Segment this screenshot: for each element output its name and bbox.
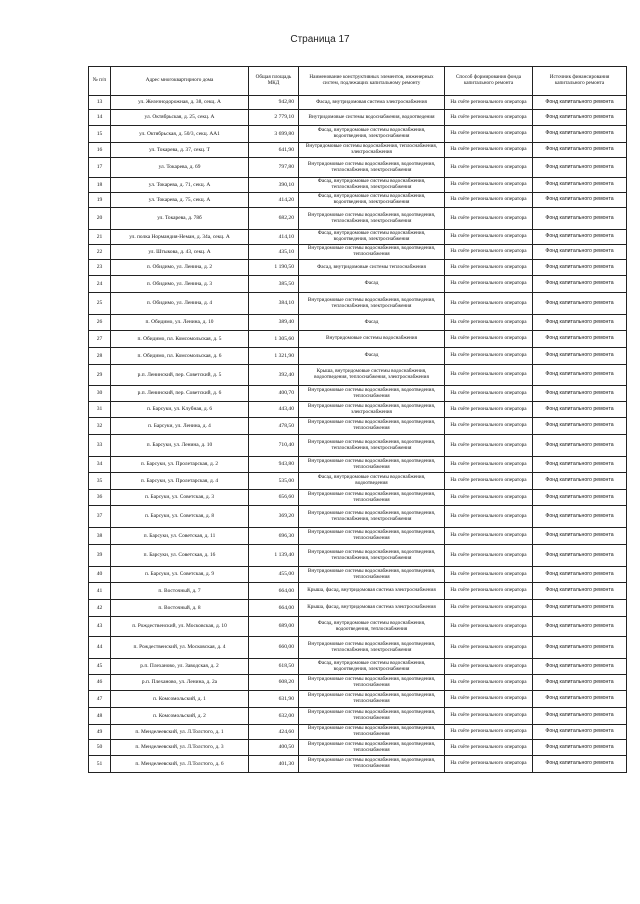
- cell-elements: Фасад: [299, 315, 445, 331]
- cell-elements: Фасад, внутридомовые системы водоснабжения, водоотведения, электроснабжения: [299, 230, 445, 245]
- cell-num: 32: [89, 418, 111, 435]
- cell-num: 20: [89, 208, 111, 230]
- cell-source: Фонд капитального ремонта: [533, 725, 627, 740]
- cell-address: ул. Токарева, д. 37, секц. Т: [111, 143, 249, 158]
- cell-address: ул. Токарева, д. 71, секц. А: [111, 178, 249, 193]
- cell-source: Фонд капитального ремонта: [533, 637, 627, 659]
- cell-source: Фонд капитального ремонта: [533, 545, 627, 567]
- cell-address: п. Восточный, д. 8: [111, 600, 249, 617]
- cell-num: 27: [89, 331, 111, 348]
- cell-area: 435,10: [249, 245, 299, 260]
- cell-method: На счёте регионального оператора: [445, 331, 533, 348]
- cell-source: Фонд капитального ремонта: [533, 659, 627, 675]
- cell-elements: Внутридомовые системы водоснабжения, водоотведения, теплоснабжения: [299, 725, 445, 740]
- cell-elements: Крыша, внутридомовые системы водоснабжения, водоотведения, теплоснабжения, электроснабжения: [299, 365, 445, 386]
- cell-area: 390,10: [249, 178, 299, 193]
- cell-address: п. Барсуки, ул. Советская, д. 11: [111, 528, 249, 545]
- cell-num: 33: [89, 435, 111, 457]
- table-row: [89, 208, 627, 230]
- table-row: [89, 506, 627, 528]
- cell-source: Фонд капитального ремонта: [533, 331, 627, 348]
- cell-source: Фонд капитального ремонта: [533, 756, 627, 773]
- cell-elements: Внутридомовые системы водоснабжения, водоотведения, теплоснабжения: [299, 691, 445, 708]
- cell-num: 44: [89, 637, 111, 659]
- cell-elements: Внутридомовые системы водоснабжения, водоотведения, теплоснабжения, электроснабжения: [299, 637, 445, 659]
- cell-elements: Фасад, внутридомовые системы водоснабжения, водоотведения: [299, 473, 445, 490]
- cell-area: 608,20: [249, 675, 299, 691]
- cell-area: 641,90: [249, 143, 299, 158]
- cell-address: п. Восточный, д. 7: [111, 583, 249, 600]
- cell-source: Фонд капитального ремонта: [533, 348, 627, 365]
- cell-area: 1 190,50: [249, 260, 299, 276]
- cell-method: На счёте регионального оператора: [445, 457, 533, 473]
- cell-num: 45: [89, 659, 111, 675]
- cell-method: На счёте регионального оператора: [445, 600, 533, 617]
- cell-elements: Внутридомовые системы водоснабжения, водоотведения, теплоснабжения: [299, 567, 445, 583]
- cell-elements: Фасад, внутридомовые системы водоснабжения, водоотведения, теплоснабжения: [299, 617, 445, 637]
- cell-method: На счёте регионального оператора: [445, 96, 533, 110]
- cell-num: 18: [89, 178, 111, 193]
- cell-source: Фонд капитального ремонта: [533, 490, 627, 506]
- table-row: [89, 348, 627, 365]
- cell-elements: Фасад, внутридомовые системы водоснабжения, водоотведения, электроснабжения: [299, 126, 445, 143]
- cell-elements: Внутридомовые системы водоснабжения, водоотведения, электроснабжения: [299, 402, 445, 418]
- table-row: [89, 567, 627, 583]
- table-row: [89, 178, 627, 193]
- cell-area: 710,40: [249, 435, 299, 457]
- cell-method: На счёте регионального оператора: [445, 691, 533, 708]
- cell-num: 16: [89, 143, 111, 158]
- cell-num: 23: [89, 260, 111, 276]
- cell-method: На счёте регионального оператора: [445, 567, 533, 583]
- cell-address: п. Барсуки, ул. Пролетарская, д. 4: [111, 473, 249, 490]
- cell-method: На счёте регионального оператора: [445, 756, 533, 773]
- cell-elements: Внутридомовые системы водоснабжения, водоотведения, теплоснабжения: [299, 386, 445, 402]
- table-row: [89, 675, 627, 691]
- cell-source: Фонд капитального ремонта: [533, 208, 627, 230]
- table-row: [89, 691, 627, 708]
- cell-source: Фонд капитального ремонта: [533, 617, 627, 637]
- cell-source: Фонд капитального ремонта: [533, 230, 627, 245]
- cell-area: 656,60: [249, 490, 299, 506]
- cell-source: Фонд капитального ремонта: [533, 315, 627, 331]
- cell-address: ул. Железнодорожная, д. 38, секц. А: [111, 96, 249, 110]
- cell-elements: Внутридомовые системы водоснабжения, водоотведения, теплоснабжения: [299, 245, 445, 260]
- cell-method: На счёте регионального оператора: [445, 490, 533, 506]
- cell-area: 943,80: [249, 457, 299, 473]
- cell-source: Фонд капитального ремонта: [533, 293, 627, 315]
- cell-elements: Внутридомовые системы водоснабжения, водоотведения, теплоснабжения: [299, 756, 445, 773]
- cell-address: п. Менделеевский, ул. Л.Толстого, д. 1: [111, 725, 249, 740]
- table-header-row: [89, 67, 627, 96]
- cell-source: Фонд капитального ремонта: [533, 457, 627, 473]
- cell-method: На счёте регионального оператора: [445, 143, 533, 158]
- cell-source: Фонд капитального ремонта: [533, 193, 627, 208]
- cell-method: На счёте регионального оператора: [445, 293, 533, 315]
- cell-num: 28: [89, 348, 111, 365]
- cell-num: 14: [89, 110, 111, 126]
- cell-num: 21: [89, 230, 111, 245]
- cell-method: На счёте регионального оператора: [445, 708, 533, 725]
- table-row: [89, 331, 627, 348]
- table-row: [89, 418, 627, 435]
- header-elements: Наименование конструктивных элементов, инженерных систем, подлежащих капитальному ремонту: [299, 67, 445, 96]
- table-row: [89, 490, 627, 506]
- cell-method: На счёте регионального оператора: [445, 740, 533, 756]
- cell-method: На счёте регионального оператора: [445, 617, 533, 637]
- table-row: [89, 756, 627, 773]
- table-row: [89, 143, 627, 158]
- cell-method: На счёте регионального оператора: [445, 545, 533, 567]
- table-row: [89, 126, 627, 143]
- cell-method: На счёте регионального оператора: [445, 245, 533, 260]
- cell-area: 384,10: [249, 293, 299, 315]
- cell-source: Фонд капитального ремонта: [533, 675, 627, 691]
- cell-method: На счёте регионального оператора: [445, 348, 533, 365]
- table-row: [89, 435, 627, 457]
- cell-source: Фонд капитального ремонта: [533, 691, 627, 708]
- cell-elements: Внутридомовые системы водоснабжения, водоотведения: [299, 110, 445, 126]
- cell-address: п. Обидимо, ул. Ленина, д. 3: [111, 276, 249, 293]
- table-row: [89, 260, 627, 276]
- cell-address: п. Рождественский, ул. Московская, д. 4: [111, 637, 249, 659]
- cell-elements: Фасад, внутридомовые системы водоснабжения, водоотведения, электроснабжения: [299, 193, 445, 208]
- cell-source: Фонд капитального ремонта: [533, 126, 627, 143]
- cell-elements: Внутридомовые системы водоснабжения, теплоснабжения, электроснабжения: [299, 143, 445, 158]
- table-row: [89, 276, 627, 293]
- cell-address: п. Барсуки, ул. Пролетарская, д. 2: [111, 457, 249, 473]
- cell-address: ул. Токарева, д. 75, секц. А: [111, 193, 249, 208]
- cell-address: п. Барсуки, ул. Ленина, д. 10: [111, 435, 249, 457]
- cell-num: 46: [89, 675, 111, 691]
- table-row: [89, 193, 627, 208]
- header-area: Общая площадь МКД: [249, 67, 299, 96]
- cell-address: ул. Токарева, д. 69: [111, 158, 249, 178]
- cell-method: На счёте регионального оператора: [445, 583, 533, 600]
- cell-address: п. Барсуки, ул. Советская, д. 9: [111, 567, 249, 583]
- table-row: [89, 637, 627, 659]
- cell-source: Фонд капитального ремонта: [533, 528, 627, 545]
- cell-num: 37: [89, 506, 111, 528]
- cell-method: На счёте регионального оператора: [445, 315, 533, 331]
- cell-address: р.п. Плеханово, ул. Заводская, д. 2: [111, 659, 249, 675]
- cell-area: 400,50: [249, 740, 299, 756]
- cell-num: 29: [89, 365, 111, 386]
- cell-source: Фонд капитального ремонта: [533, 245, 627, 260]
- cell-area: 414,10: [249, 230, 299, 245]
- cell-method: На счёте регионального оператора: [445, 402, 533, 418]
- page-title: Страница 17: [290, 34, 350, 45]
- cell-address: п. Барсуки, ул. Клубная, д. 6: [111, 402, 249, 418]
- cell-source: Фонд капитального ремонта: [533, 402, 627, 418]
- cell-area: 1 321,90: [249, 348, 299, 365]
- cell-source: Фонд капитального ремонта: [533, 260, 627, 276]
- cell-source: Фонд капитального ремонта: [533, 143, 627, 158]
- table-row: [89, 545, 627, 567]
- cell-elements: Фасад, внутридомовые системы водоснабжения, теплоснабжения, электроснабжения: [299, 178, 445, 193]
- cell-method: На счёте регионального оператора: [445, 435, 533, 457]
- table-row: [89, 457, 627, 473]
- table-row: [89, 473, 627, 490]
- cell-address: п. Рождественский, ул. Московская, д. 10: [111, 617, 249, 637]
- cell-method: На счёте регионального оператора: [445, 126, 533, 143]
- table-row: [89, 293, 627, 315]
- cell-method: На счёте регионального оператора: [445, 386, 533, 402]
- cell-source: Фонд капитального ремонта: [533, 386, 627, 402]
- table-body: [89, 96, 627, 773]
- table-row: [89, 365, 627, 386]
- cell-area: 632,00: [249, 708, 299, 725]
- cell-source: Фонд капитального ремонта: [533, 418, 627, 435]
- cell-method: На счёте регионального оператора: [445, 675, 533, 691]
- cell-area: 618,50: [249, 659, 299, 675]
- cell-num: 50: [89, 740, 111, 756]
- cell-source: Фонд капитального ремонта: [533, 708, 627, 725]
- cell-method: На счёте регионального оператора: [445, 659, 533, 675]
- cell-num: 36: [89, 490, 111, 506]
- cell-area: 385,50: [249, 276, 299, 293]
- capital-repair-table: [88, 66, 627, 773]
- cell-address: п. Менделеевский, ул. Л.Толстого, д. 6: [111, 756, 249, 773]
- cell-elements: Фасад, внутридомовые системы водоснабжения, водоотведения, электроснабжения: [299, 659, 445, 675]
- cell-address: ул. Октябрьская, д. 25, секц. А: [111, 110, 249, 126]
- cell-method: На счёте регионального оператора: [445, 528, 533, 545]
- cell-area: 689,00: [249, 617, 299, 637]
- cell-elements: Внутридомовые системы водоснабжения, водоотведения, теплоснабжения: [299, 528, 445, 545]
- cell-num: 41: [89, 583, 111, 600]
- table-row: [89, 158, 627, 178]
- cell-source: Фонд капитального ремонта: [533, 506, 627, 528]
- cell-source: Фонд капитального ремонта: [533, 600, 627, 617]
- cell-num: 22: [89, 245, 111, 260]
- header-source: Источник финансирования капитального ремонта: [533, 67, 627, 96]
- cell-num: 39: [89, 545, 111, 567]
- cell-area: 682,20: [249, 208, 299, 230]
- cell-num: 19: [89, 193, 111, 208]
- cell-area: 1 139,40: [249, 545, 299, 567]
- cell-num: 25: [89, 293, 111, 315]
- cell-area: 389,40: [249, 315, 299, 331]
- cell-area: 369,20: [249, 506, 299, 528]
- header-address: Адрес многоквартирного дома: [111, 67, 249, 96]
- cell-num: 26: [89, 315, 111, 331]
- cell-method: На счёте регионального оператора: [445, 506, 533, 528]
- cell-address: р.п. Плеханово, ул. Ленина, д. 2а: [111, 675, 249, 691]
- cell-area: 797,80: [249, 158, 299, 178]
- cell-num: 17: [89, 158, 111, 178]
- cell-source: Фонд капитального ремонта: [533, 583, 627, 600]
- table-row: [89, 386, 627, 402]
- table-row: [89, 245, 627, 260]
- cell-address: ул. Октябрьская, д. 50/3, секц. АА1: [111, 126, 249, 143]
- cell-num: 13: [89, 96, 111, 110]
- cell-address: п. Обидимо, ул. Ленина, д. 10: [111, 315, 249, 331]
- cell-source: Фонд капитального ремонта: [533, 435, 627, 457]
- cell-num: 42: [89, 600, 111, 617]
- cell-elements: Внутридомовые системы водоснабжения, водоотведения, теплоснабжения: [299, 457, 445, 473]
- cell-elements: Фасад: [299, 348, 445, 365]
- cell-elements: Внутридомовые системы водоснабжения, водоотведения, теплоснабжения, электроснабжения: [299, 208, 445, 230]
- cell-area: 400,70: [249, 386, 299, 402]
- table-row: [89, 583, 627, 600]
- cell-method: На счёте регионального оператора: [445, 276, 533, 293]
- cell-area: 631,90: [249, 691, 299, 708]
- cell-num: 48: [89, 708, 111, 725]
- cell-method: На счёте регионального оператора: [445, 725, 533, 740]
- cell-area: 392,40: [249, 365, 299, 386]
- cell-method: На счёте регионального оператора: [445, 473, 533, 490]
- table-row: [89, 740, 627, 756]
- cell-elements: Внутридомовые системы водоснабжения, водоотведения, теплоснабжения, электроснабжения: [299, 293, 445, 315]
- cell-address: п. Барсуки, ул. Ленина, д. 4: [111, 418, 249, 435]
- cell-source: Фонд капитального ремонта: [533, 276, 627, 293]
- cell-method: На счёте регионального оператора: [445, 208, 533, 230]
- cell-area: 424,60: [249, 725, 299, 740]
- cell-elements: Фасад, внутридомовые системы теплоснабжения: [299, 260, 445, 276]
- cell-area: 455,00: [249, 567, 299, 583]
- cell-elements: Внутридомовые системы водоснабжения, водоотведения, теплоснабжения, электроснабжения: [299, 158, 445, 178]
- cell-elements: Внутридомовые системы водоснабжения, водоотведения, теплоснабжения: [299, 740, 445, 756]
- cell-area: 535,00: [249, 473, 299, 490]
- cell-method: На счёте регионального оператора: [445, 637, 533, 659]
- cell-num: 40: [89, 567, 111, 583]
- cell-num: 15: [89, 126, 111, 143]
- cell-area: 478,50: [249, 418, 299, 435]
- cell-address: п. Обидимо, пл. Комсомольская, д. 5: [111, 331, 249, 348]
- cell-elements: Внутридомовые системы водоснабжения, водоотведения, теплоснабжения: [299, 708, 445, 725]
- cell-area: 1 305,60: [249, 331, 299, 348]
- cell-area: 401,30: [249, 756, 299, 773]
- cell-elements: Крыша, фасад, внутридомовая система электроснабжения: [299, 600, 445, 617]
- cell-area: 696,30: [249, 528, 299, 545]
- cell-area: 443,40: [249, 402, 299, 418]
- cell-source: Фонд капитального ремонта: [533, 567, 627, 583]
- cell-num: 38: [89, 528, 111, 545]
- cell-num: 35: [89, 473, 111, 490]
- cell-elements: Внутридомовые системы водоснабжения, водоотведения, теплоснабжения: [299, 490, 445, 506]
- cell-area: 942,80: [249, 96, 299, 110]
- cell-method: На счёте регионального оператора: [445, 260, 533, 276]
- cell-elements: Внутридомовые системы водоснабжения, водоотведения, теплоснабжения, электроснабжения: [299, 435, 445, 457]
- cell-address: п. Менделеевский, ул. Л.Толстого, д. 3: [111, 740, 249, 756]
- cell-elements: Фасад, внутридомовая система электроснабжения: [299, 96, 445, 110]
- cell-source: Фонд капитального ремонта: [533, 740, 627, 756]
- cell-address: р.п. Ленинский, пер. Советский, д. 6: [111, 386, 249, 402]
- cell-source: Фонд капитального ремонта: [533, 158, 627, 178]
- cell-method: На счёте регионального оператора: [445, 193, 533, 208]
- table-row: [89, 725, 627, 740]
- cell-method: На счёте регионального оператора: [445, 230, 533, 245]
- cell-address: ул. Токарева, д. 78б: [111, 208, 249, 230]
- cell-source: Фонд капитального ремонта: [533, 365, 627, 386]
- table-row: [89, 708, 627, 725]
- cell-method: На счёте регионального оператора: [445, 418, 533, 435]
- cell-source: Фонд капитального ремонта: [533, 110, 627, 126]
- cell-source: Фонд капитального ремонта: [533, 473, 627, 490]
- cell-elements: Внутридомовые системы водоснабжения, водоотведения, теплоснабжения, электроснабжения: [299, 506, 445, 528]
- cell-address: п. Комсомольский, д. 2: [111, 708, 249, 725]
- cell-elements: Внутридомовые системы водоснабжения, водоотведения, теплоснабжения: [299, 418, 445, 435]
- table-row: [89, 96, 627, 110]
- cell-area: 660,00: [249, 637, 299, 659]
- table-row: [89, 402, 627, 418]
- table-row: [89, 528, 627, 545]
- cell-method: На счёте регионального оператора: [445, 178, 533, 193]
- cell-num: 24: [89, 276, 111, 293]
- cell-address: п. Обидимо, пл. Комсомольская, д. 6: [111, 348, 249, 365]
- table-row: [89, 230, 627, 245]
- table-row: [89, 110, 627, 126]
- table-row: [89, 315, 627, 331]
- cell-num: 47: [89, 691, 111, 708]
- cell-method: На счёте регионального оператора: [445, 158, 533, 178]
- cell-elements: Внутридомовые системы водоснабжения: [299, 331, 445, 348]
- cell-area: 3 699,80: [249, 126, 299, 143]
- cell-method: На счёте регионального оператора: [445, 110, 533, 126]
- cell-address: ул. полка Нормандия-Неман, д. 34а, секц. А: [111, 230, 249, 245]
- cell-num: 34: [89, 457, 111, 473]
- cell-elements: Фасад: [299, 276, 445, 293]
- cell-area: 414,20: [249, 193, 299, 208]
- cell-area: 664,00: [249, 600, 299, 617]
- header-method: Способ формирования фонда капитального ремонта: [445, 67, 533, 96]
- cell-address: п. Барсуки, ул. Советская, д. 3: [111, 490, 249, 506]
- cell-address: п. Комсомольский, д. 1: [111, 691, 249, 708]
- cell-address: п. Обидимо, ул. Ленина, д. 2: [111, 260, 249, 276]
- table-row: [89, 659, 627, 675]
- cell-elements: Крыша, фасад, внутридомовая система электроснабжения: [299, 583, 445, 600]
- cell-address: п. Барсуки, ул. Советская, д. 8: [111, 506, 249, 528]
- cell-num: 51: [89, 756, 111, 773]
- table-row: [89, 617, 627, 637]
- cell-num: 31: [89, 402, 111, 418]
- cell-area: 664,00: [249, 583, 299, 600]
- cell-elements: Внутридомовые системы водоснабжения, водоотведения, теплоснабжения, электроснабжения: [299, 545, 445, 567]
- table-row: [89, 600, 627, 617]
- cell-address: п. Обидимо, ул. Ленина, д. 4: [111, 293, 249, 315]
- cell-method: На счёте регионального оператора: [445, 365, 533, 386]
- cell-num: 43: [89, 617, 111, 637]
- cell-num: 30: [89, 386, 111, 402]
- cell-source: Фонд капитального ремонта: [533, 96, 627, 110]
- cell-elements: Внутридомовые системы водоснабжения, водоотведения, теплоснабжения: [299, 675, 445, 691]
- cell-source: Фонд капитального ремонта: [533, 178, 627, 193]
- cell-address: ул. Штыкова, д. 43, секц. А: [111, 245, 249, 260]
- header-num: № п/п: [89, 67, 111, 96]
- cell-num: 49: [89, 725, 111, 740]
- cell-address: р.п. Ленинский, пер. Советский, д. 5: [111, 365, 249, 386]
- cell-area: 2 779,10: [249, 110, 299, 126]
- cell-address: п. Барсуки, ул. Советская, д. 16: [111, 545, 249, 567]
